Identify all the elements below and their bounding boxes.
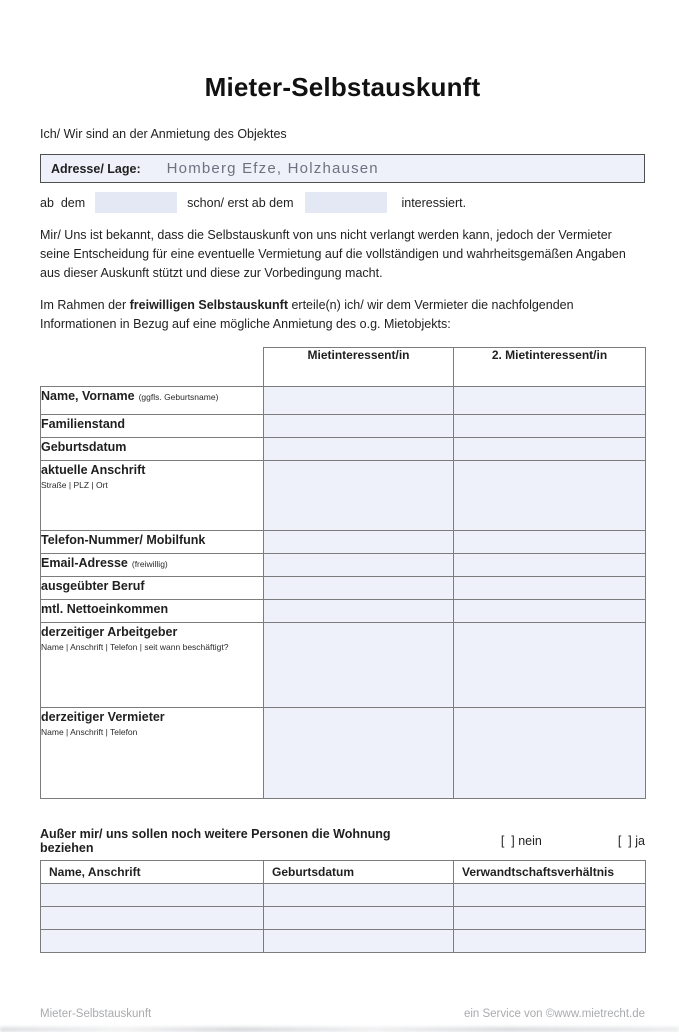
page-title: Mieter-Selbstauskunft <box>204 72 481 102</box>
checkbox-nein-label: nein <box>518 833 542 848</box>
header-applicant-1: Mietinteressent/in <box>264 347 454 386</box>
beruf-input-2[interactable] <box>454 576 646 599</box>
beruf-input-1[interactable] <box>264 576 454 599</box>
checkbox-nein[interactable] <box>501 834 542 848</box>
email-input-1[interactable] <box>264 553 454 576</box>
disclosure-paragraph: Mir/ Uns ist bekannt, dass die Selbstauskunft von uns nicht verlangt werden kann, jedoch der Vermieter seine Entscheidung für eine eventuelle Vermietung auf die vollständigen und wahrheitsgemäßen Angaben aus dieser Auskunft stützt und diese zur Vorbedingung macht. <box>40 228 626 280</box>
einkommen-input-1[interactable] <box>264 599 454 622</box>
row-label-anschrift: aktuelle Anschrift <box>41 462 146 477</box>
additional-persons-question <box>40 827 645 855</box>
voluntary-paragraph-before: Im Rahmen der <box>40 298 130 312</box>
page-footer <box>40 1008 645 1020</box>
voluntary-paragraph <box>40 296 640 334</box>
date-middle-label: schon/ erst ab dem <box>187 195 294 210</box>
voluntary-paragraph-bold: freiwilligen Selbstauskunft <box>129 298 288 312</box>
row-label-arbeitgeber: derzeitiger Arbeitgeber <box>41 624 178 639</box>
arbeitgeber-input-1[interactable] <box>264 622 454 707</box>
anschrift-input-2[interactable] <box>454 460 646 530</box>
table-row <box>41 576 646 599</box>
geburtsdatum-input-1[interactable] <box>264 437 454 460</box>
person-1-verwandtschaft-input[interactable] <box>454 883 646 906</box>
form-page <box>0 72 679 953</box>
page-bottom-edge <box>0 1027 679 1032</box>
persons-header-verwandtschaft: Verwandtschaftsverhältnis <box>454 860 646 883</box>
persons-header-geburtsdatum: Geburtsdatum <box>264 860 454 883</box>
telefon-input-2[interactable] <box>454 530 646 553</box>
table-row <box>41 929 646 952</box>
familienstand-input-2[interactable] <box>454 414 646 437</box>
anschrift-input-1[interactable] <box>264 460 454 530</box>
checkbox-ja-box[interactable]: [ ] <box>617 833 632 848</box>
person-3-name-input[interactable] <box>41 929 264 952</box>
email-input-2[interactable] <box>454 553 646 576</box>
checkbox-ja[interactable] <box>618 834 645 848</box>
row-sublabel-email: (freiwillig) <box>131 558 168 569</box>
name-input-2[interactable] <box>454 386 646 414</box>
table-row <box>41 414 646 437</box>
header-empty-cell <box>41 347 264 386</box>
intro-line: Ich/ Wir sind an der Anmietung des Objektes <box>40 127 287 141</box>
table-row <box>41 599 646 622</box>
person-1-geburtsdatum-input[interactable] <box>264 883 454 906</box>
row-sublabel-vermieter: Name | Anschrift | Telefon <box>41 726 138 737</box>
person-2-name-input[interactable] <box>41 906 264 929</box>
row-label-einkommen: mtl. Nettoeinkommen <box>41 601 169 616</box>
row-sublabel-name: (ggfls. Geburtsname) <box>138 391 219 402</box>
table-row <box>41 906 646 929</box>
date-alt-input[interactable] <box>305 192 387 213</box>
person-1-name-input[interactable] <box>41 883 264 906</box>
row-sublabel-anschrift: Straße | PLZ | Ort <box>41 479 108 490</box>
address-value-input[interactable]: Homberg Efze, Holzhausen <box>166 160 379 177</box>
einkommen-input-2[interactable] <box>454 599 646 622</box>
table-row <box>41 437 646 460</box>
table-row <box>41 530 646 553</box>
additional-persons-label: Außer mir/ uns sollen noch weitere Personen die Wohnung beziehen <box>40 826 391 855</box>
address-label: Adresse/ Lage: <box>51 161 141 176</box>
table-row <box>41 460 646 530</box>
row-sublabel-arbeitgeber: Name | Anschrift | Telefon | seit wann beschäftigt? <box>41 641 229 652</box>
persons-header-name: Name, Anschrift <box>41 860 264 883</box>
row-label-email: Email-Adresse <box>41 555 128 570</box>
row-label-beruf: ausgeübter Beruf <box>41 578 145 593</box>
person-2-verwandtschaft-input[interactable] <box>454 906 646 929</box>
additional-persons-table <box>40 860 646 953</box>
table-row <box>41 622 646 707</box>
table-row <box>41 707 646 798</box>
telefon-input-1[interactable] <box>264 530 454 553</box>
row-label-vermieter: derzeitiger Vermieter <box>41 709 165 724</box>
arbeitgeber-input-2[interactable] <box>454 622 646 707</box>
header-applicant-2: 2. Mietinteressent/in <box>454 347 646 386</box>
row-label-telefon: Telefon-Nummer/ Mobilfunk <box>41 532 206 547</box>
table-row <box>41 883 646 906</box>
geburtsdatum-input-2[interactable] <box>454 437 646 460</box>
vermieter-input-2[interactable] <box>454 707 646 798</box>
table-row <box>41 553 646 576</box>
applicant-table-header-row <box>41 347 646 386</box>
row-label-geburtsdatum: Geburtsdatum <box>41 439 127 454</box>
date-suffix-label: interessiert. <box>401 195 467 210</box>
footer-service-credit: ein Service von ©www.mietrecht.de <box>463 1008 645 1020</box>
address-bar <box>40 154 645 183</box>
date-from-input[interactable] <box>95 192 177 213</box>
name-input-1[interactable] <box>264 386 454 414</box>
voluntary-paragraph-after: erteile(n) ich/ wir dem Vermieter die nachfolgenden Informationen in Bezug auf eine mögliche Anmietung des o.g. Mietobjekts: <box>40 298 574 331</box>
familienstand-input-1[interactable] <box>264 414 454 437</box>
checkbox-nein-box[interactable]: [ ] <box>500 833 515 848</box>
row-label-familienstand: Familienstand <box>41 416 126 431</box>
footer-document-name: Mieter-Selbstauskunft <box>40 1008 152 1020</box>
applicant-table <box>40 347 646 799</box>
person-3-geburtsdatum-input[interactable] <box>264 929 454 952</box>
table-row <box>41 386 646 414</box>
persons-table-header-row <box>41 860 646 883</box>
person-3-verwandtschaft-input[interactable] <box>454 929 646 952</box>
person-2-geburtsdatum-input[interactable] <box>264 906 454 929</box>
date-prefix-label: ab dem <box>40 195 86 210</box>
vermieter-input-1[interactable] <box>264 707 454 798</box>
date-line <box>40 192 645 213</box>
checkbox-ja-label: ja <box>635 833 645 848</box>
row-label-name: Name, Vorname <box>41 388 135 403</box>
